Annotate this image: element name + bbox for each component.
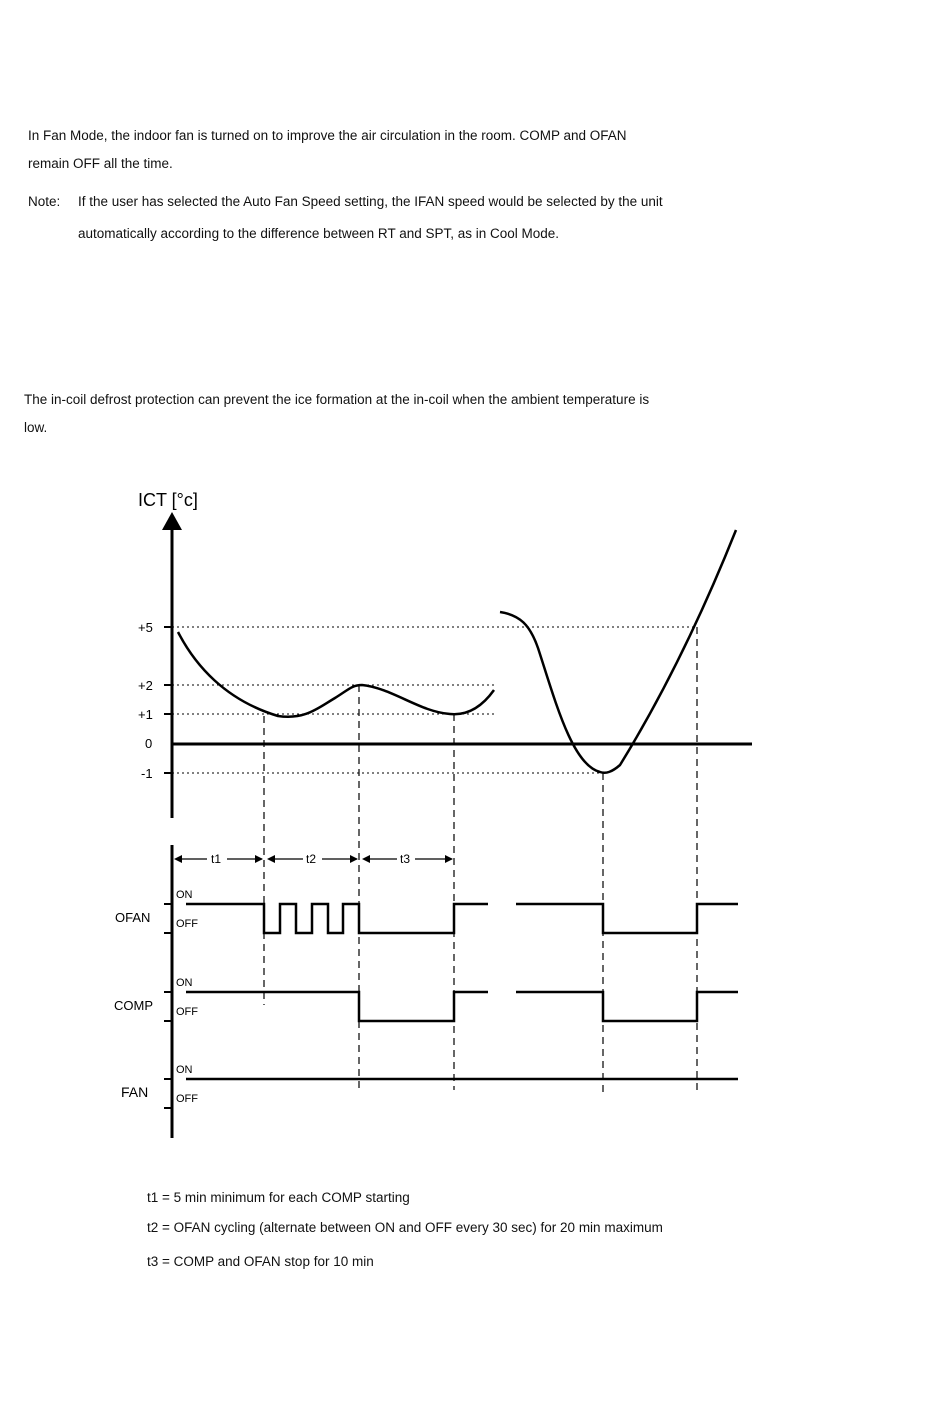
fan-mode-line-2: remain OFF all the time.: [28, 156, 173, 171]
row-label-fan: FAN: [121, 1084, 149, 1100]
tick-zero: 0: [145, 736, 153, 751]
defrost-line-1: The in-coil defrost protection can prevent the ice formation at the in-coil when the ambient temperature is: [24, 392, 650, 407]
temperature-curve-1: [178, 632, 494, 717]
t2-arrowhead-right: [350, 855, 358, 863]
t1-arrowhead-right: [255, 855, 263, 863]
comp-off-label: OFF: [176, 1006, 198, 1018]
y-axis-arrow: [162, 512, 182, 530]
legend-t3: t3 = COMP and OFAN stop for 10 min: [147, 1254, 374, 1269]
fan-on-label: ON: [176, 1064, 193, 1076]
t2-arrowhead-left: [267, 855, 275, 863]
note-line-1: If the user has selected the Auto Fan Speed setting, the IFAN speed would be selected by the unit: [78, 194, 663, 209]
legend-t2: t2 = OFAN cycling (alternate between ON and OFF every 30 sec) for 20 min maximum: [147, 1220, 663, 1235]
note-label: Note:: [28, 194, 61, 209]
ofan-on-label: ON: [176, 889, 193, 901]
fan-off-label: OFF: [176, 1093, 198, 1105]
t3-arrowhead-right: [445, 855, 453, 863]
interval-label-t3: t3: [400, 852, 411, 866]
legend-t1: t1 = 5 min minimum for each COMP starting: [147, 1190, 410, 1205]
tick-plus-5: +5: [138, 620, 153, 635]
note-line-2: automatically according to the difference between RT and SPT, as in Cool Mode.: [78, 226, 560, 241]
row-label-comp: COMP: [114, 998, 153, 1013]
ofan-waveform-1: [186, 904, 488, 933]
ofan-off-label: OFF: [176, 918, 198, 930]
row-label-ofan: OFAN: [115, 910, 151, 925]
tick-plus-1: +1: [138, 707, 153, 722]
t1-arrowhead-left: [174, 855, 182, 863]
tick-plus-2: +2: [138, 678, 153, 693]
tick-minus-1: -1: [141, 766, 153, 781]
interval-label-t2: t2: [306, 852, 317, 866]
y-axis-label: ICT [°c]: [138, 490, 198, 510]
ofan-waveform-2: [516, 904, 738, 933]
temperature-curve-2: [500, 530, 736, 773]
comp-waveform-1: [186, 992, 488, 1021]
fan-mode-line-1: In Fan Mode, the indoor fan is turned on to improve the air circulation in the room. COMP and OFAN: [28, 128, 627, 143]
comp-on-label: ON: [176, 977, 193, 989]
comp-waveform-2: [516, 992, 738, 1021]
interval-label-t1: t1: [211, 852, 222, 866]
defrost-line-2: low.: [24, 420, 48, 435]
t3-arrowhead-left: [362, 855, 370, 863]
